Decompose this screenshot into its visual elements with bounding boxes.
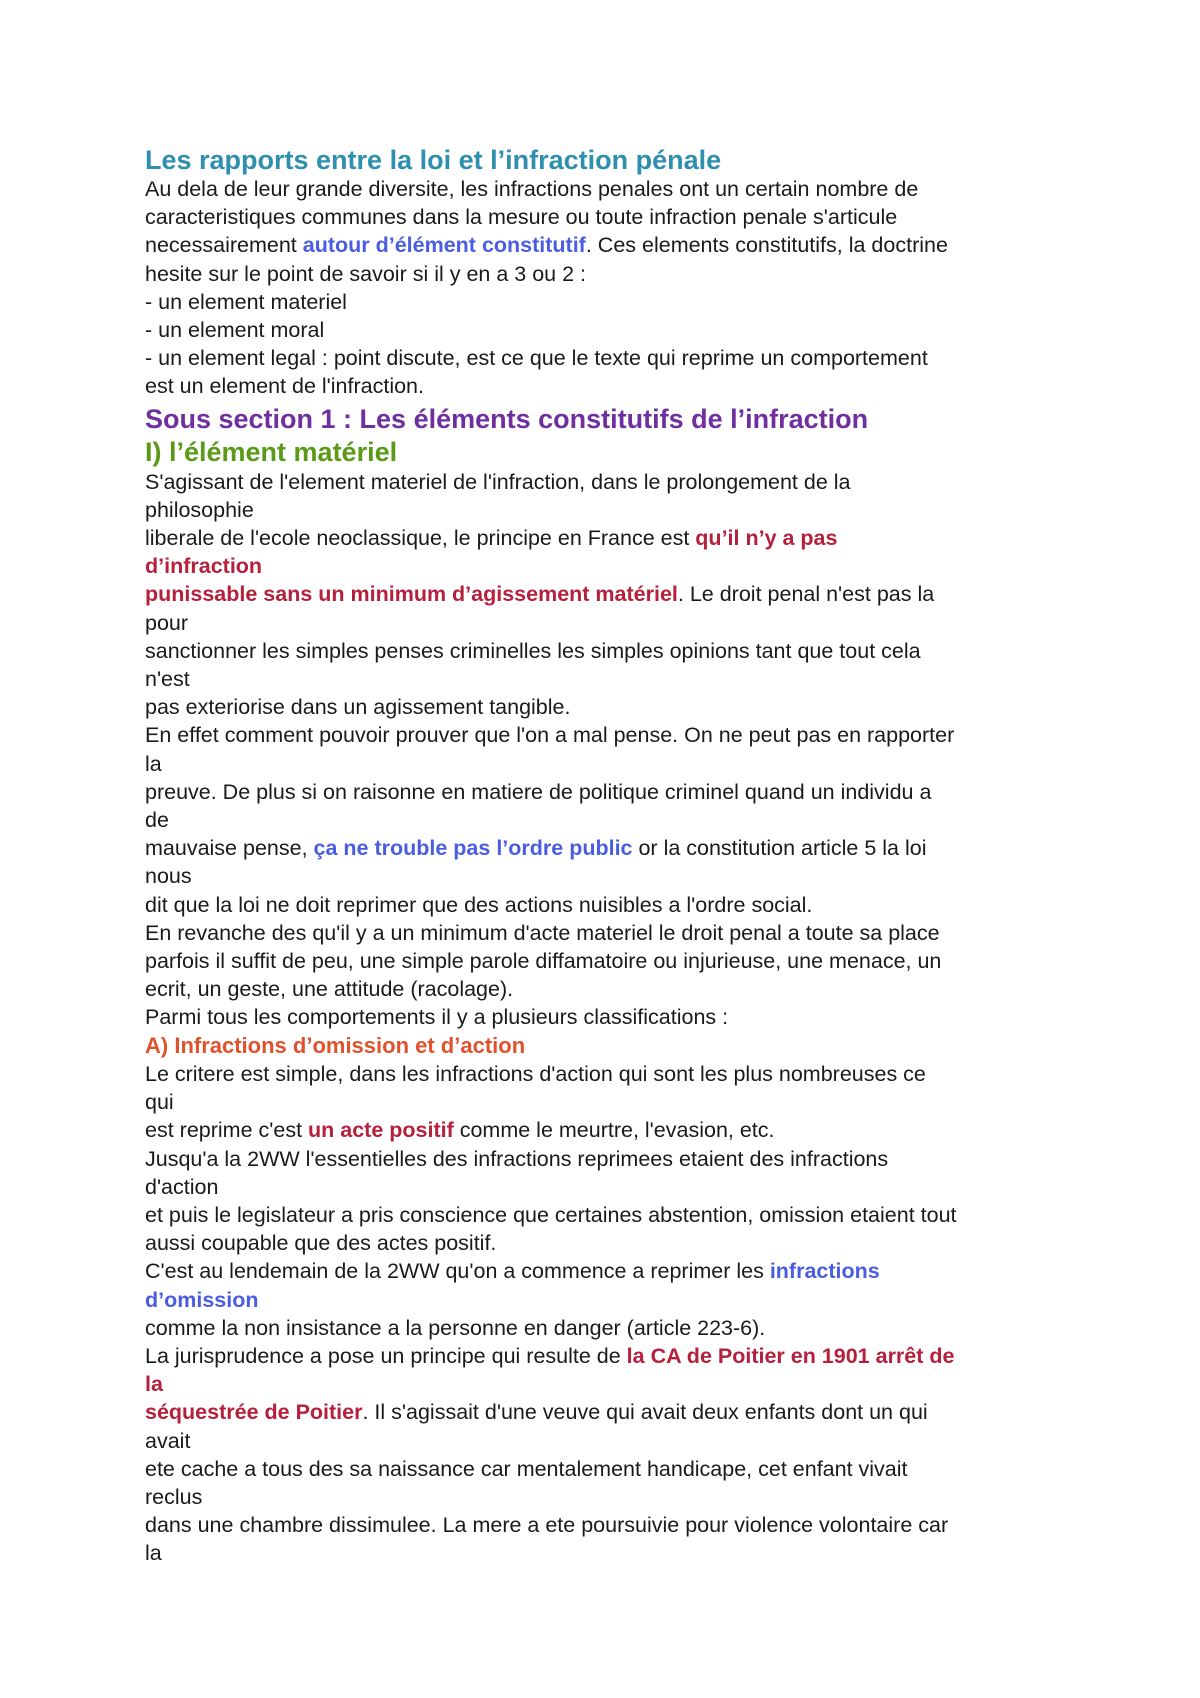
text-line [145, 524, 1075, 552]
document-title: Les rapports entre la loi et l’infraction pénale [145, 145, 722, 175]
text-line: et puis le legislateur a pris conscience que certaines abstention, omission etaient tout [145, 1202, 957, 1227]
text-line: Le critere est simple, dans les infractions d'action qui sont les plus nombreuses ce [145, 1061, 926, 1086]
text-line [145, 1116, 1075, 1144]
text-line [145, 1398, 1075, 1426]
text-line: pour [145, 610, 189, 635]
text-line [145, 1342, 1075, 1370]
text-run: C'est au lendemain de la 2WW qu'on a commence a reprimer les [145, 1259, 770, 1284]
text-line: est un element de l'infraction. [145, 374, 424, 399]
section-heading: Sous section 1 : Les éléments constitutifs de l’infraction [145, 403, 869, 434]
emphasis-text: d’omission [145, 1287, 259, 1312]
subsection-heading: I) l’élément matériel [145, 436, 398, 467]
text-line: la [145, 1541, 162, 1566]
paragraph-element-materiel [145, 468, 1075, 1032]
emphasis-text: la CA de Poitier en 1901 arrêt de [626, 1343, 955, 1368]
text-run: necessairement [145, 233, 303, 258]
emphasis-text: ça ne trouble pas l’ordre public [313, 836, 633, 861]
text-line [145, 834, 1075, 862]
text-line: aussi coupable que des actes positif. [145, 1231, 497, 1256]
text-line: preuve. De plus si on raisonne en matiere de politique criminel quand un individu a [145, 779, 932, 804]
emphasis-text: qu’il n’y a pas [695, 526, 838, 551]
text-line: Au dela de leur grande diversite, les infractions penales ont un certain nombre de [145, 177, 919, 201]
emphasis-text: un acte positif [308, 1118, 454, 1143]
list-item: - un element materiel [145, 289, 347, 314]
text-run: . Ces elements constitutifs, la doctrine [585, 233, 948, 258]
text-line: ete cache a tous des sa naissance car mentalement handicape, cet enfant vivait [145, 1456, 908, 1481]
text-run: comme le meurtre, l'evasion, etc. [453, 1118, 775, 1143]
text-line [145, 1257, 1075, 1285]
text-line: d'action [145, 1174, 219, 1199]
text-line: pas exteriorise dans un agissement tangible. [145, 695, 571, 720]
text-run: or la constitution article 5 la loi [632, 836, 927, 861]
emphasis-text: punissable sans un minimum d’agissement matériel [145, 582, 678, 607]
document-body [145, 143, 1075, 1568]
text-run: . Il s'agissait d'une veuve qui avait deux enfants dont un qui [362, 1400, 928, 1425]
text-line: dans une chambre dissimulee. La mere a ete poursuivie pour violence volontaire car [145, 1513, 949, 1538]
text-line: S'agissant de l'element materiel de l'infraction, dans le prolongement de la [145, 469, 851, 494]
intro-paragraph [145, 175, 1075, 401]
emphasis-text: séquestrée de Poitier [145, 1400, 363, 1425]
subsubsection-heading: A) Infractions d’omission et d’action [145, 1032, 526, 1058]
list-item: - un element moral [145, 318, 325, 343]
text-run: est reprime c'est [145, 1118, 309, 1143]
emphasis-text: infractions [769, 1259, 880, 1284]
text-line: la [145, 751, 162, 776]
paragraph-omission-action [145, 1060, 1075, 1568]
text-line: En effet comment pouvoir prouver que l'on a mal pense. On ne peut pas en rapporter [145, 723, 955, 748]
emphasis-text: d’infraction [145, 554, 263, 579]
text-line: caracteristiques communes dans la mesure ou toute infraction penale s'articule [145, 205, 898, 230]
list-item: - un element legal : point discute, est ce que le texte qui reprime un comportement [145, 346, 928, 371]
text-run: . Le droit penal n'est pas la [677, 582, 935, 607]
emphasis-text: autour d’élément constitutif [302, 233, 586, 258]
text-line: philosophie [145, 497, 254, 522]
text-line: reclus [145, 1484, 203, 1509]
text-line: En revanche des qu'il y a un minimum d'acte materiel le droit penal a toute sa place [145, 920, 940, 945]
text-run: La jurisprudence a pose un principe qui resulte de [145, 1343, 627, 1368]
text-line: dit que la loi ne doit reprimer que des actions nuisibles a l'ordre social. [145, 892, 813, 917]
text-line: qui [145, 1090, 174, 1115]
emphasis-text: la [145, 1372, 163, 1397]
text-run: mauvaise pense, [145, 836, 314, 861]
text-line [145, 580, 1075, 608]
text-line: comme la non insistance a la personne en danger (article 223-6). [145, 1315, 766, 1340]
text-line: ecrit, un geste, une attitude (racolage). [145, 977, 514, 1002]
text-line: Parmi tous les comportements il y a plusieurs classifications : [145, 1005, 729, 1030]
text-line [145, 231, 1075, 259]
text-line: avait [145, 1428, 191, 1453]
text-run: liberale de l'ecole neoclassique, le principe en France est [145, 526, 696, 551]
text-line: n'est [145, 667, 190, 692]
text-line: hesite sur le point de savoir si il y en a 3 ou 2 : [145, 261, 586, 286]
text-line: nous [145, 864, 192, 889]
text-line: Jusqu'a la 2WW l'essentielles des infractions reprimees etaient des infractions [145, 1146, 889, 1171]
text-line: de [145, 808, 169, 833]
text-line: parfois il suffit de peu, une simple parole diffamatoire ou injurieuse, une menace, un [145, 949, 942, 974]
text-line: sanctionner les simples penses criminelles les simples opinions tant que tout cela [145, 638, 921, 663]
